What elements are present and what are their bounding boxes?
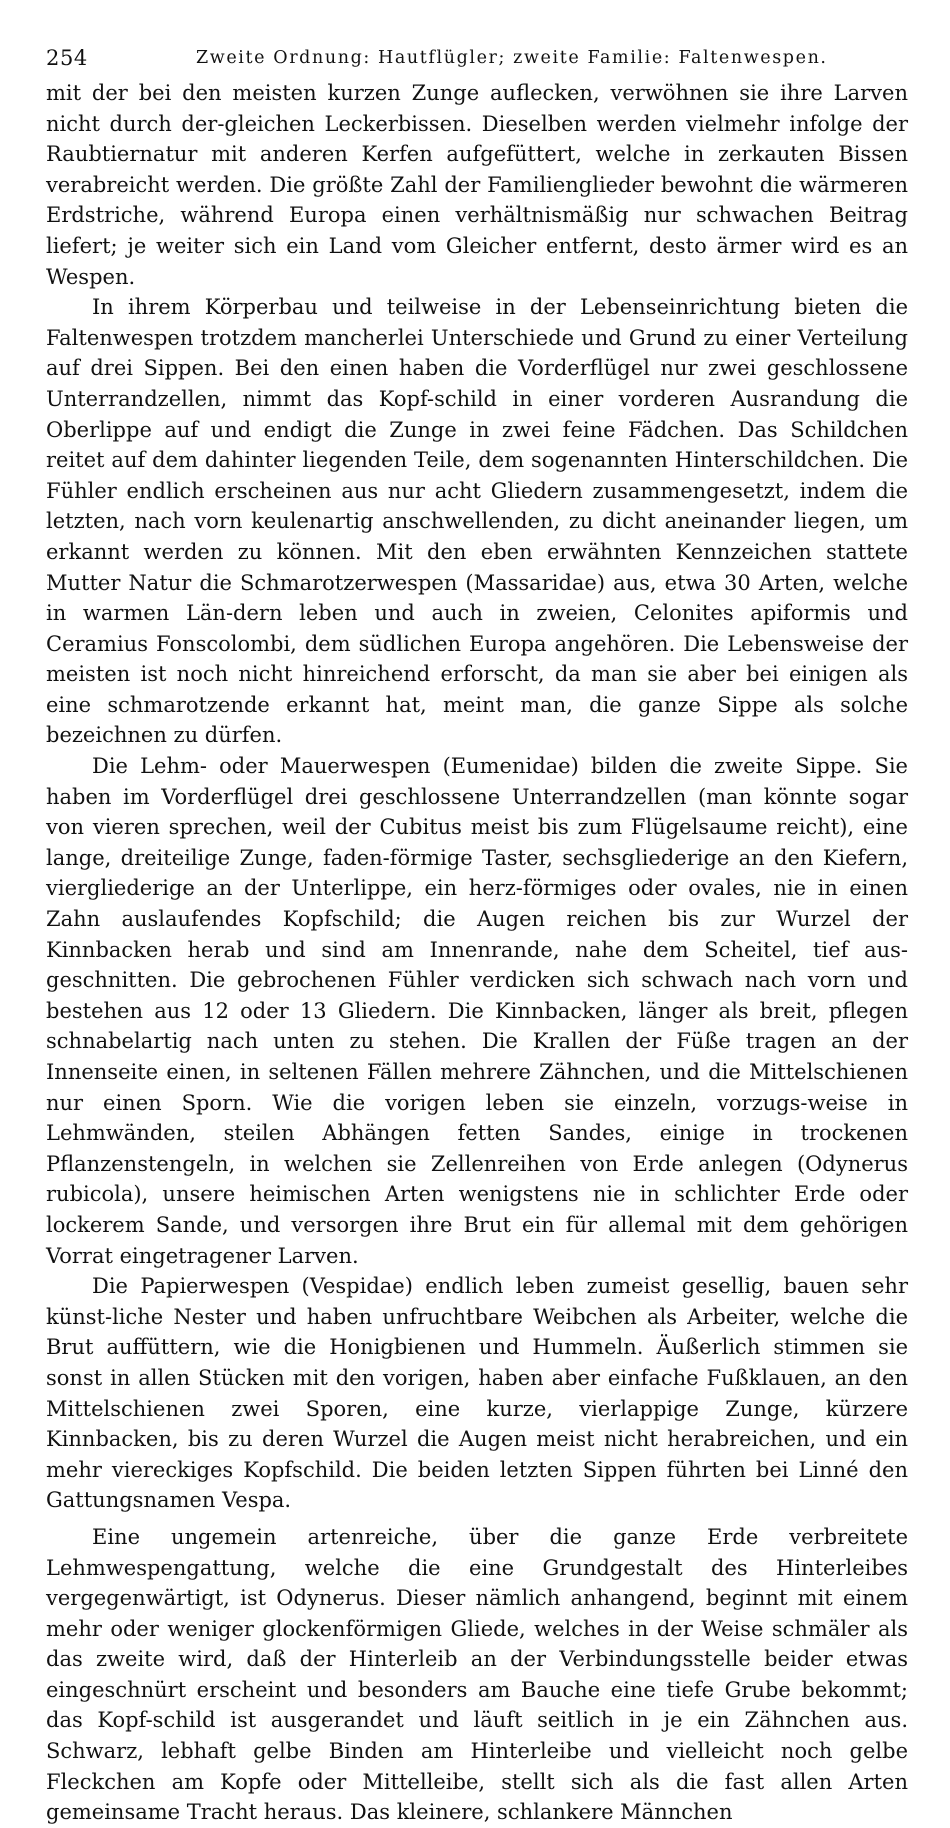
page-number: 254 — [46, 46, 88, 70]
paragraph-5: Eine ungemein artenreiche, über die ganze Erde verbreitete Lehmwespengattung, welche die eine Grundgestalt des Hinterleibes vergegenwärtigt, ist Odynerus. Dieser nämlich anhangend, beginnt mit einem mehr oder weniger glockenförmigen Gliede, welches in der Weise schmäler als das zweite wird, daß der Hinterleib an der Verbindungsstelle beider etwas eingeschnürt erscheint und besonders am Bauche eine tiefe Grube bekommt; das Kopf-schild ist ausgerandet und läuft seitlich in je ein Zähnchen aus. Schwarz, lebhaft gelbe Binden am Hinterleibe und vielleicht noch gelbe Fleckchen am Kopfe oder Mittelleibe, stellt sich als die fast allen Arten gemeinsame Tracht heraus. Das kleinere, schlankere Männchen — [46, 1524, 908, 1825]
page-header — [46, 40, 908, 78]
book-page — [46, 40, 908, 1828]
paragraph-3: Die Lehm- oder Mauerwespen (Eumenidae) bilden die zweite Sippe. Sie haben im Vorderflügel drei geschlossene Unterrandzellen (man könnte sogar von vieren sprechen, weil der Cubitus meist bis zum Flügelsaume reicht), eine lange, dreiteilige Zunge, faden-förmige Taster, sechsgliederige an den Kiefern, viergliederige an der Unterlippe, ein herz-förmiges oder ovales, nie in einen Zahn auslaufendes Kopfschild; die Augen reichen bis zur Wurzel der Kinnbacken herab und sind am Innenrande, nahe dem Scheitel, tief aus-geschnitten. Die gebrochenen Fühler verdicken sich schwach nach vorn und bestehen aus 12 oder 13 Gliedern. Die Kinnbacken, länger als breit, pflegen schnabelartig nach unten zu stehen. Die Krallen der Füße tragen an der Innenseite einen, in seltenen Fällen mehrere Zähnchen, und die Mittelschienen nur einen Sporn. Wie die vorigen leben sie einzeln, vorzugs-weise in Lehmwänden, steilen Abhängen fetten Sandes, einige in trockenen Pflanzenstengeln, in welchen sie Zellenreihen von Erde anlegen (Odynerus rubicola), unsere heimischen Arten wenigstens nie in schlichter Erde oder lockerem Sande, und versorgen ihre Brut ein für allemal mit dem gehörigen Vorrat eingetragener Larven. — [46, 754, 908, 1268]
paragraph-2: In ihrem Körperbau und teilweise in der Lebenseinrichtung bieten die Faltenwespen trotzdem mancherlei Unterschiede und Grund zu einer Verteilung auf drei Sippen. Bei den einen haben die Vorderflügel nur zwei geschlossene Unterrandzellen, nimmt das Kopf-schild in einer vorderen Ausrandung die Oberlippe auf und endigt die Zunge in zwei feine Fädchen. Das Schildchen reitet auf dem dahinter liegenden Teile, dem sogenannten Hinterschildchen. Die Fühler endlich erscheinen aus nur acht Gliedern zusammengesetzt, indem die letzten, nach vorn keulenartig anschwellenden, zu dicht aneinander liegen, um erkannt werden zu können. Mit den eben erwähnten Kennzeichen stattete Mutter Natur die Schmarotzerwespen (Massaridae) aus, etwa 30 Arten, welche in warmen Län-dern leben und auch in zweien, Celonites apiformis und Ceramius Fonscolombi, dem südlichen Europa angehören. Die Lebensweise der meisten ist noch nicht hinreichend erforscht, da man sie aber bei einigen als eine schmarotzende erkannt hat, meint man, die ganze Sippe als solche bezeichnen zu dürfen. — [46, 295, 908, 748]
paragraph-1: mit der bei den meisten kurzen Zunge auflecken, verwöhnen sie ihre Larven nicht durch der-gleichen Leckerbissen. Dieselben werden vielmehr infolge der Raubtiernatur mit anderen Kerfen aufgefüttert, welche in zerkauten Bissen verabreicht werden. Die größte Zahl der Familienglieder bewohnt die wärmeren Erdstriche, während Europa einen verhältnismäßig nur schwachen Beitrag liefert; je weiter sich ein Land vom Gleicher entfernt, desto ärmer wird es an Wespen. — [46, 81, 908, 289]
paragraph-4: Die Papierwespen (Vespidae) endlich leben zumeist gesellig, bauen sehr künst-liche Nester und haben unfruchtbare Weibchen als Arbeiter, welche die Brut auffüttern, wie die Honigbienen und Hummeln. Äußerlich stimmen sie sonst in allen Stücken mit den vorigen, haben aber einfache Fußklauen, an den Mittelschienen zwei Sporen, eine kurze, vierlappige Zunge, kürzere Kinnbacken, bis zu deren Wurzel die Augen meist nicht herabreichen, und ein mehr viereckiges Kopfschild. Die beiden letzten Sippen führten bei Linné den Gattungsnamen Vespa. — [46, 1274, 908, 1513]
running-title: Zweite Ordnung: Hautflügler; zweite Familie: Faltenwespen. — [196, 48, 828, 68]
